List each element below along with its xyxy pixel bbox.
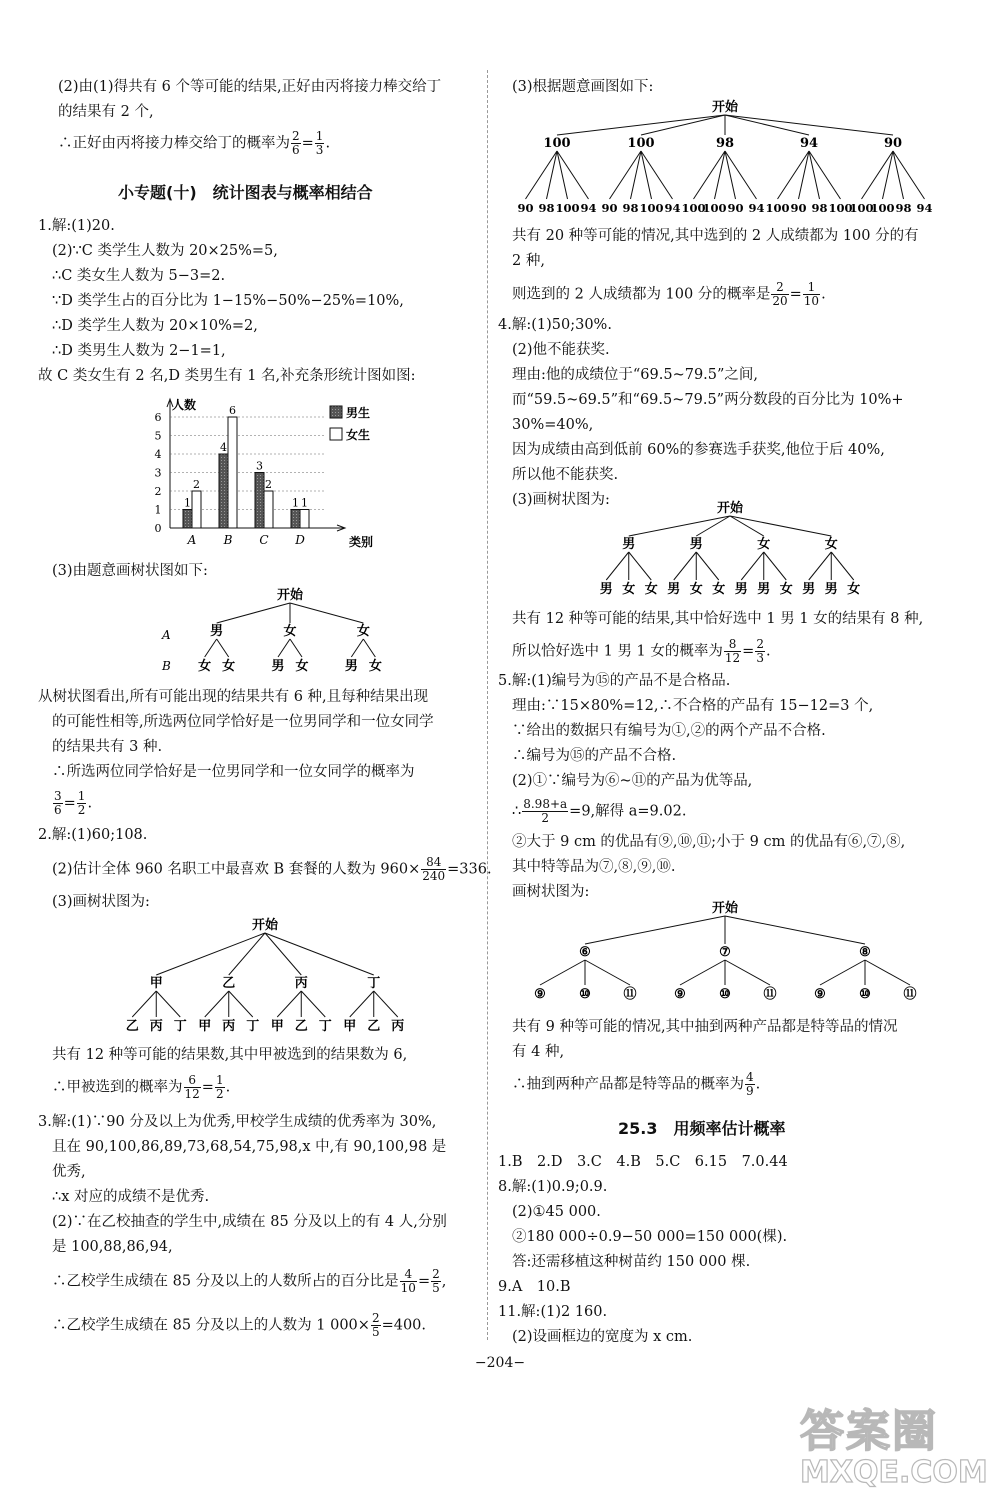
tree-leaf: 98 [622, 201, 639, 215]
tree-node: 女 [824, 537, 838, 552]
watermark-title: 答案圈 [800, 1406, 938, 1457]
tree-branch [350, 991, 374, 1017]
text-line: (2)他不能获奖. [512, 342, 610, 358]
text-line: (3)由题意画树状图如下: [52, 563, 208, 579]
text-line: ∴C 类女生人数为 5−3=2. [52, 268, 226, 284]
tree-leaf: 乙 [367, 1019, 381, 1034]
tree-leaf: 甲 [270, 1019, 284, 1034]
text-line: 答:还需移植这种树苗约 150 000 棵. [512, 1254, 751, 1270]
tree-branch [629, 516, 730, 536]
tree-node: 98 [715, 136, 735, 151]
probability-line: 所以恰好选中 1 男 1 女的概率为 $\frac{8}{12}$ = $\frac{2}{3}$ . [512, 637, 771, 665]
tree-leaf: ⑨ [674, 987, 686, 1002]
text-line: 2 种, [512, 253, 545, 269]
tree-leaf: 女 [644, 582, 658, 597]
legend-swatch [330, 406, 342, 418]
tree-leaf: 女 [198, 659, 212, 674]
text-line: ∴D 类男生人数为 2−1=1, [52, 343, 226, 359]
tree-leaf: 男 [344, 659, 358, 674]
tree-branch [680, 960, 725, 985]
probability-line: ∴抽到两种产品都是特等品的概率为 $\frac{4}{9}$ . [512, 1070, 761, 1098]
tree-node: 男 [622, 537, 636, 552]
text-line: 有 4 种, [512, 1044, 565, 1060]
tree-leaf: 94 [748, 201, 765, 215]
bar-data-label: 1 [301, 496, 308, 510]
tree-leaf: 100 [765, 201, 790, 215]
tree-branch [557, 115, 725, 135]
text-line: 因为成绩由高到低前 60%的参赛选手获奖,他位于后 40%, [512, 442, 885, 458]
text-line: (2)①∵编号为⑥~⑪的产品为优等品, [512, 773, 753, 789]
y-tick-label: 2 [154, 485, 162, 498]
text-line: 共有 9 种等可能的情况,其中抽到两种产品都是特等品的情况 [512, 1019, 898, 1035]
tree-node: 女 [283, 624, 297, 639]
text-line: 1.B 2.D 3.C 4.B 5.C 6.15 7.0.44 [498, 1154, 788, 1170]
text-line: ∴D 类学生人数为 20×10%=2, [52, 318, 258, 334]
text-line: 画树状图为: [512, 884, 590, 900]
tree-branch [674, 552, 697, 580]
tree-leaf: ⑪ [903, 987, 917, 1002]
bar-male [183, 510, 192, 529]
text-line: ∴x 对应的成绩不是优秀. [52, 1189, 210, 1205]
probability-line: $\frac{3}{6}$ = $\frac{1}{2}$ . [54, 789, 93, 817]
probability-line: ∴甲被选到的概率为 $\frac{6}{12}$ = $\frac{1}{2}$ . [52, 1073, 231, 1101]
tree-leaf: 100 [828, 201, 853, 215]
text-line: ∵给出的数据只有编号为①,②的两个产品不合格. [512, 723, 826, 739]
tree-leaf: ⑨ [534, 987, 546, 1002]
tree-leaf: 丙 [391, 1019, 405, 1034]
x-tick-label: B [223, 533, 233, 547]
tree-leaf: 乙 [125, 1019, 139, 1034]
tree-branch [778, 151, 810, 199]
x-tick-label: D [295, 533, 305, 547]
tree-leaf: 98 [811, 201, 828, 215]
tree-branch [865, 960, 910, 985]
tree-leaf: 90 [601, 201, 618, 215]
tree-leaf: 98 [538, 201, 555, 215]
text-line: (2)设画框边的宽度为 x cm. [512, 1329, 693, 1345]
tree-leaf: 98 [895, 201, 912, 215]
bar-data-label: 6 [229, 404, 236, 417]
tree-branch [557, 151, 589, 199]
tree-node: 100 [627, 136, 655, 151]
tree-branch [831, 552, 854, 580]
tree-branch [610, 151, 642, 199]
text-line: ∴所选两位同学恰好是一位男同学和一位女同学的概率为 [52, 764, 415, 780]
tree-branch [217, 639, 229, 657]
watermark-logo [800, 1395, 990, 1490]
probability-line: ∴乙校学生成绩在 85 分及以上的人数为 1 000× $\frac{2}{5}$ =400. [52, 1311, 427, 1339]
tree-branch [764, 552, 787, 580]
tree-diagram-2 [110, 915, 420, 1040]
tree-leaf: 男 [599, 582, 613, 597]
tree-node: 乙 [222, 976, 236, 991]
text-line: 共有 20 种等可能的情况,其中选到的 2 人成绩都为 100 分的有 [512, 228, 919, 244]
probability-line: ∴正好由丙将接力棒交给丁的概率为 $\frac{2}{6}$ = $\frac{1}{3}$ . [58, 129, 331, 157]
bar-male [219, 454, 228, 528]
text-line: 30%=40%, [512, 417, 594, 433]
section-heading: 小专题(十) 统计图表与概率相结合 [118, 183, 373, 202]
page-number: −204− [474, 1355, 526, 1371]
tree-diagram-1 [150, 585, 410, 680]
tree-leaf: 94 [916, 201, 933, 215]
tree-branch [606, 552, 629, 580]
bar-data-label: 2 [265, 478, 272, 491]
tree-branch [893, 151, 925, 199]
tree-branch [156, 933, 265, 975]
tree-leaf: 乙 [294, 1019, 308, 1034]
text-line: (3)画树状图为: [52, 894, 150, 910]
x-axis-label: 类别 [349, 535, 374, 549]
bar-female [192, 491, 201, 528]
tree-row-label: A [162, 628, 171, 642]
bar-female [264, 491, 273, 528]
tree-leaf: 男 [734, 582, 748, 597]
text-line: 3.解:(1)∵90 分及以上为优秀,甲校学生成绩的优秀率为 30%, [38, 1114, 437, 1130]
text-line: 的结果有 2 个, [58, 104, 154, 120]
tree-branch [363, 639, 375, 657]
text-line: 是 100,88,86,94, [52, 1239, 173, 1255]
tree-leaf: 女 [689, 582, 703, 597]
section-heading: 25.3 用频率估计概率 [618, 1119, 786, 1138]
tree-leaf: 甲 [343, 1019, 357, 1034]
text-line: 的可能性相等,所选两位同学恰好是一位男同学和一位女同学 [52, 714, 434, 730]
equation-line: ∴ $\frac{8.98+a}{2}$ =9,解得 a=9.02. [512, 797, 687, 825]
tree-leaf: 丙 [149, 1019, 163, 1034]
bar-data-label: 4 [220, 441, 227, 454]
bar-data-label: 1 [292, 496, 299, 510]
tree-branch [725, 115, 893, 135]
text-line: 所以他不能获奖. [512, 467, 619, 483]
y-tick-label: 4 [154, 448, 162, 461]
tree-node: 女 [356, 624, 370, 639]
tree-branch [820, 960, 865, 985]
tree-leaf: ⑪ [623, 987, 637, 1002]
tree-branch [741, 552, 764, 580]
tree-branch [809, 151, 841, 199]
tree-diagram-5 [505, 898, 945, 1008]
legend-label: 女生 [346, 428, 371, 442]
tree-branch [301, 991, 325, 1017]
tree-leaf: 丁 [246, 1019, 260, 1034]
text-line: 5.解:(1)编号为⑮的产品不是合格品. [498, 673, 731, 689]
text-line: ②大于 9 cm 的优品有⑨,⑩,⑪;小于 9 cm 的优品有⑥,⑦,⑧, [512, 834, 906, 850]
tree-leaf: ⑩ [859, 987, 871, 1002]
tree-node: 90 [883, 136, 903, 151]
tree-leaf: 女 [222, 659, 236, 674]
tree-leaf: 男 [667, 582, 681, 597]
tree-node: 甲 [149, 976, 163, 991]
tree-root: 开始 [716, 501, 744, 516]
y-tick-label: 1 [154, 503, 162, 517]
text-line: 共有 12 种等可能的结果,其中恰好选中 1 男 1 女的结果有 8 种, [512, 611, 924, 627]
tree-node: 94 [799, 136, 819, 151]
text-line: (3)根据题意画图如下: [512, 79, 654, 95]
x-tick-label: A [187, 533, 197, 547]
tree-leaf: 丙 [222, 1019, 236, 1034]
tree-branch [290, 639, 302, 657]
text-line: ∵D 类学生占的百分比为 1−15%−50%−25%=10%, [52, 293, 404, 309]
y-tick-label: 5 [154, 429, 162, 443]
text-line: 其中特等品为⑦,⑧,⑨,⑩. [512, 859, 676, 875]
tree-leaf: 男 [757, 582, 771, 597]
tree-node: ⑥ [579, 945, 591, 960]
tree-root: 开始 [276, 588, 304, 603]
tree-leaf: 男 [802, 582, 816, 597]
y-axis-label: 人数 [172, 398, 197, 412]
tree-branch [585, 916, 725, 944]
bar-male [291, 510, 300, 529]
tree-branch [132, 991, 156, 1017]
y-tick-label: 0 [154, 522, 162, 535]
tree-leaf: 男 [824, 582, 838, 597]
tree-branch [265, 933, 301, 975]
tree-leaf: 100 [702, 201, 727, 215]
tree-leaf: 100 [870, 201, 895, 215]
tree-leaf: 100 [639, 201, 664, 215]
tree-leaf: 100 [849, 201, 874, 215]
tree-leaf: 90 [517, 201, 534, 215]
tree-leaf: 女 [779, 582, 793, 597]
tree-branch [725, 115, 809, 135]
bar-female [228, 417, 237, 528]
text-line: 4.解:(1)50;30%. [498, 317, 612, 333]
tree-branch [641, 115, 725, 135]
text-line: 而“59.5~69.5”和“69.5~79.5”两分数段的百分比为 10%+ [512, 392, 904, 408]
tree-node: 100 [543, 136, 571, 151]
text-line: 优秀, [52, 1164, 86, 1180]
probability-line: 则选到的 2 人成绩都为 100 分的概率是 $\frac{2}{20}$ = $\frac{1}{10}$ . [512, 280, 826, 308]
tree-leaf: 90 [727, 201, 744, 215]
tree-branch [229, 991, 253, 1017]
tree-branch [374, 991, 398, 1017]
tree-branch [205, 639, 217, 657]
tree-branch [730, 516, 831, 536]
text-line: 9.A 10.B [498, 1279, 571, 1295]
tree-root: 开始 [711, 901, 739, 916]
tree-branch [585, 960, 630, 985]
tree-branch [696, 552, 719, 580]
bar-data-label: 3 [256, 459, 263, 473]
tree-node: 丁 [367, 976, 381, 991]
tree-leaf: 丁 [318, 1019, 332, 1034]
probability-line: ∴乙校学生成绩在 85 分及以上的人数所占的百分比是 $\frac{4}{10}$ = $\frac{2}{5}$ , [52, 1267, 447, 1295]
tree-row-label: B [162, 659, 171, 673]
y-tick-label: 3 [154, 466, 162, 480]
tree-leaf: 90 [790, 201, 807, 215]
tree-branch [229, 933, 265, 975]
tree-leaf: 94 [580, 201, 597, 215]
tree-branch [694, 151, 726, 199]
text-line: ②180 000÷0.9−50 000=150 000(棵). [512, 1229, 788, 1245]
tree-leaf: 女 [847, 582, 861, 597]
tree-leaf: 女 [622, 582, 636, 597]
tree-branch [862, 151, 894, 199]
text-line: (3)画树状图为: [512, 492, 610, 508]
tree-node: ⑦ [719, 945, 731, 960]
tree-leaf: 女 [712, 582, 726, 597]
text-line: 理由:他的成绩位于“69.5~79.5”之间, [512, 367, 759, 383]
tree-leaf: 丁 [173, 1019, 187, 1034]
tree-diagram-4 [585, 498, 875, 603]
tree-root: 开始 [711, 100, 739, 115]
legend-label: 男生 [346, 406, 371, 420]
probability-line: (2)估计全体 960 名职工中最喜欢 B 套餐的人数为 960× $\frac{84}{240}$ =336. [52, 855, 492, 883]
tree-diagram-3 [505, 97, 945, 222]
text-line: 8.解:(1)0.9;0.9. [498, 1179, 608, 1195]
tree-branch [725, 916, 865, 944]
text-line: (2)∵C 类学生人数为 20×25%=5, [52, 243, 278, 259]
legend-swatch [330, 428, 342, 440]
column-divider [487, 70, 488, 1340]
tree-leaf: 甲 [198, 1019, 212, 1034]
text-line: 从树状图看出,所有可能出现的结果共有 6 种,且每种结果出现 [38, 689, 429, 705]
tree-branch [205, 991, 229, 1017]
tree-branch [540, 960, 585, 985]
text-line: 11.解:(1)2 160. [498, 1304, 608, 1320]
tree-branch [277, 991, 301, 1017]
tree-branch [629, 552, 652, 580]
tree-leaf: 女 [295, 659, 309, 674]
tree-leaf: 男 [271, 659, 285, 674]
text-line: 故 C 类女生有 2 名,D 类男生有 1 名,补充条形统计图如图: [38, 368, 416, 384]
bar-female [300, 510, 309, 529]
tree-branch [278, 639, 290, 657]
tree-branch [725, 960, 770, 985]
text-line: ∴编号为⑮的产品不合格. [512, 748, 677, 764]
tree-node: 丙 [294, 976, 308, 991]
bar-chart [140, 388, 400, 553]
text-line: 且在 90,100,86,89,73,68,54,75,98,x 中,有 90,100,98 是 [52, 1139, 447, 1155]
tree-node: 女 [757, 537, 771, 552]
text-line: (2)由(1)得共有 6 个等可能的结果,正好由丙将接力棒交给丁 [58, 79, 442, 95]
tree-root: 开始 [251, 918, 279, 933]
tree-leaf: ⑨ [814, 987, 826, 1002]
text-line: (2)∵在乙校抽查的学生中,成绩在 85 分及以上的有 4 人,分别 [52, 1214, 447, 1230]
text-line: 1.解:(1)20. [38, 218, 115, 234]
tree-node: ⑧ [859, 945, 871, 960]
text-line: (2)①45 000. [512, 1204, 601, 1220]
watermark-url: MXQE.COM [800, 1455, 988, 1490]
tree-leaf: ⑩ [579, 987, 591, 1002]
text-line: 2.解:(1)60;108. [38, 827, 148, 843]
tree-branch [809, 552, 832, 580]
x-tick-label: C [259, 533, 269, 547]
text-line: 理由:∵15×80%=12,∴不合格的产品有 15−12=3 个, [512, 698, 874, 714]
tree-node: 男 [689, 537, 703, 552]
tree-branch [526, 151, 558, 199]
tree-leaf: 94 [664, 201, 681, 215]
tree-leaf: 女 [368, 659, 382, 674]
tree-branch [725, 151, 757, 199]
tree-branch [290, 603, 363, 623]
tree-node: 男 [210, 624, 224, 639]
tree-leaf: ⑩ [719, 987, 731, 1002]
tree-leaf: ⑪ [763, 987, 777, 1002]
tree-branch [156, 991, 180, 1017]
text-line: 的结果共有 3 种. [52, 739, 163, 755]
tree-branch [265, 933, 374, 975]
tree-branch [217, 603, 290, 623]
text-line: 共有 12 种等可能的结果数,其中甲被选到的结果数为 6, [52, 1047, 408, 1063]
tree-branch [351, 639, 363, 657]
bar-male [255, 473, 264, 529]
tree-leaf: 100 [555, 201, 580, 215]
tree-branch [641, 151, 673, 199]
y-tick-label: 6 [154, 411, 162, 424]
bar-data-label: 1 [184, 496, 191, 510]
bar-data-label: 2 [193, 478, 200, 491]
tree-leaf: 100 [681, 201, 706, 215]
